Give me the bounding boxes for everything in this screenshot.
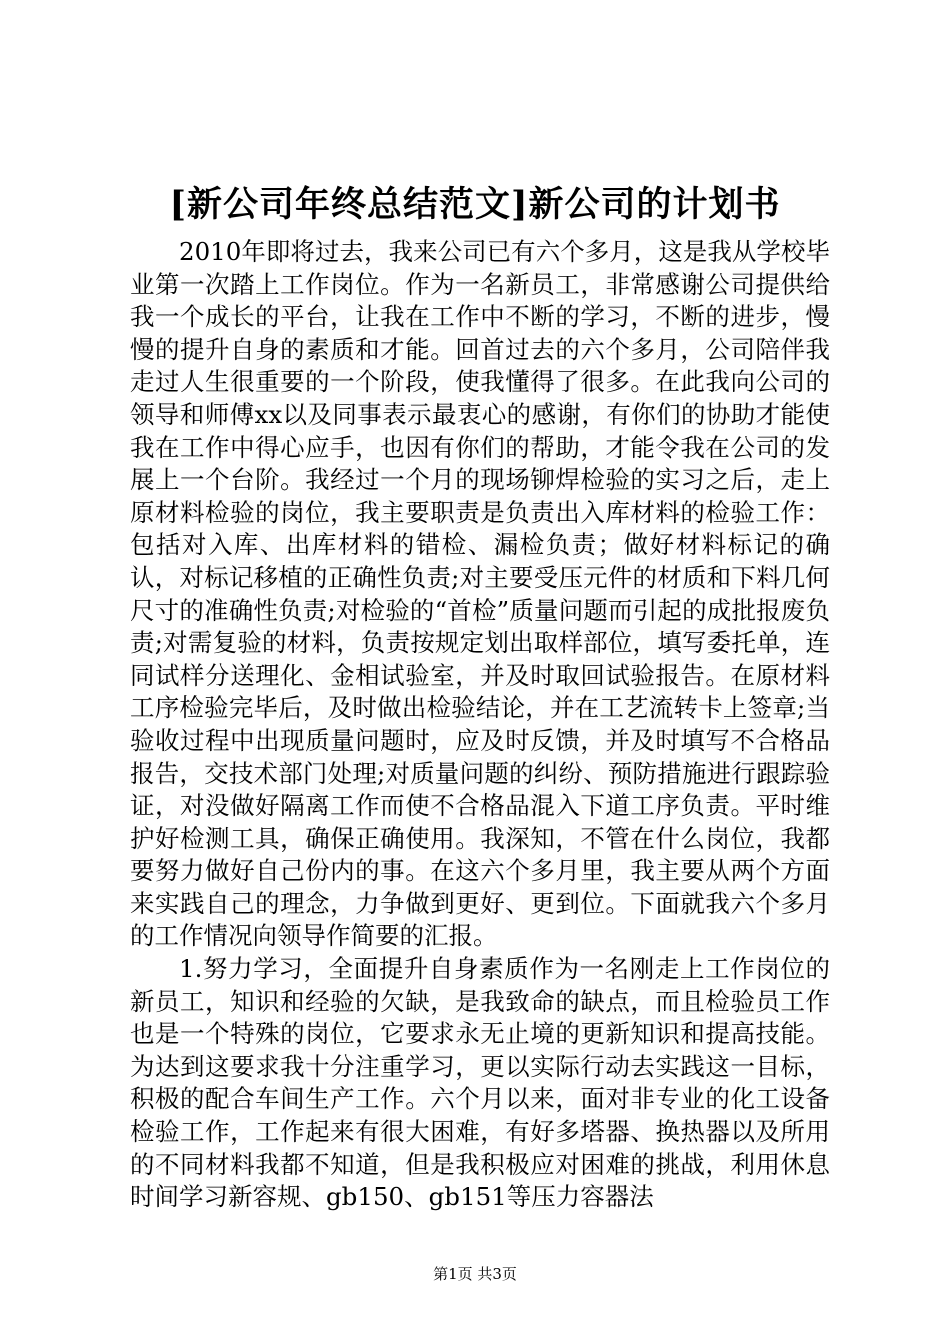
document-title: [新公司年终总结范文]新公司的计划书 bbox=[169, 184, 781, 225]
document-body bbox=[130, 236, 830, 1214]
page-number-footer: 第1页 共3页 bbox=[433, 1265, 517, 1283]
body-paragraph: 1.努力学习，全面提升自身素质作为一名刚走上工作岗位的新员工，知识和经验的欠缺，是我致命的缺点，而且检验员工作也是一个特殊的岗位，它要求永无止境的更新知识和提高技能。为达到这要求我十分注重学习，更以实际行动去实践这一目标，积极的配合车间生产工作。六个月以来，面对非专业的化工设备检验工作，工作起来有很大困难，有好多塔器、换热器以及所用的不同材料我都不知道，但是我积极应对困难的挑战，利用休息时间学习新容规、gb150、gb151等压力容器法 bbox=[130, 954, 830, 1212]
body-paragraph: 2010年即将过去，我来公司已有六个多月，这是我从学校毕业第一次踏上工作岗位。作为一名新员工，非常感谢公司提供给我一个成长的平台，让我在工作中不断的学习，不断的进步，慢慢的提升自身的素质和才能。回首过去的六个多月，公司陪伴我走过人生很重要的一个阶段，使我懂得了很多。在此我向公司的领导和师傅xx以及同事表示最衷心的感谢，有你们的协助才能使我在工作中得心应手，也因有你们的帮助，才能令我在公司的发展上一个台阶。我经过一个月的现场铆焊检验的实习之后，走上原材料检验的岗位，我主要职责是负责出入库材料的检验工作：包括对入库、出库材料的错检、漏检负责；做好材料标记的确认，对标记移植的正确性负责;对主要受压元件的材质和下料几何尺寸的准确性负责;对检验的“首检”质量问题而引起的成批报废负责;对需复验的材料，负责按规定划出取样部位，填写委托单，连同试样分送理化、金相试验室，并及时取回试验报告。在原材料工序检验完毕后，及时做出检验结论，并在工艺流转卡上签章;当验收过程中出现质量问题时，应及时反馈，并及时填写不合格品报告，交技术部门处理;对质量问题的纠纷、预防措施进行跟踪验证，对没做好隔离工作而使不合格品混入下道工序负责。平时维护好检测工具，确保正确使用。我深知，不管在什么岗位，我都要努力做好自己份内的事。在这六个多月里，我主要从两个方面来实践自己的理念，力争做到更好、更到位。下面就我六个多月的工作情况向领导作简要的汇报。 bbox=[130, 237, 830, 951]
